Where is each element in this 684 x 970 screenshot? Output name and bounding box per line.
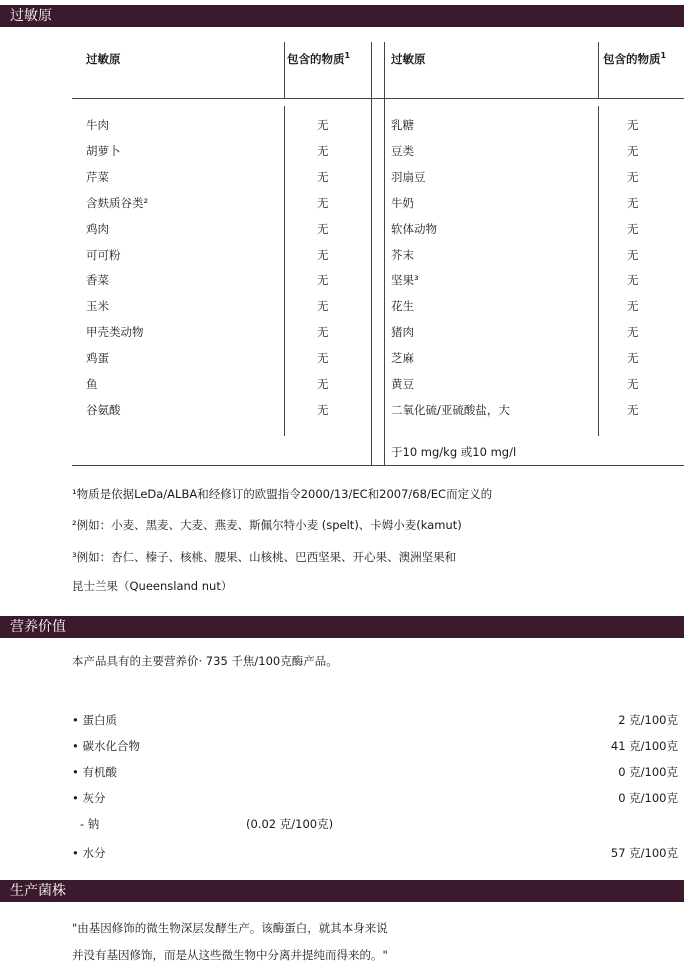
allergen-value: 无 xyxy=(627,273,639,288)
allergen-name: 谷氨酸 xyxy=(86,402,121,417)
allergen-name: 坚果³ xyxy=(391,273,419,288)
allergen-name: 芥末 xyxy=(391,247,414,262)
allergen-value: 无 xyxy=(317,299,329,314)
allergen-value: 无 xyxy=(317,273,329,288)
section-title: 营养价值 xyxy=(10,619,66,635)
col-divider xyxy=(284,42,285,98)
col-divider xyxy=(284,106,285,436)
nutrient-value: 2 克/100克 xyxy=(618,713,678,727)
allergen-name: 可可粉 xyxy=(86,247,121,262)
allergen-name: 花生 xyxy=(391,299,414,314)
nutrition-intro: 本产品具有的主要营养价· 735 千焦/100克酶产品。 xyxy=(72,654,338,668)
allergen-name: 鱼 xyxy=(86,377,98,391)
allergen-name: 含麸质谷类² xyxy=(86,195,149,210)
nutrient-value: 0 克/100克 xyxy=(618,765,678,779)
sodium-label: - 钠 xyxy=(80,817,100,831)
footnote-2: ²例如：小麦、黑麦、大麦、燕麦、斯佩尔特小麦 (spelt)、卡姆小麦(kamut) xyxy=(72,518,462,532)
allergen-value: 无 xyxy=(627,377,639,391)
allergen-value: 无 xyxy=(317,247,329,262)
water-label: • 水分 xyxy=(72,846,106,860)
col-divider xyxy=(598,106,599,436)
col-divider xyxy=(384,42,385,465)
sodium-value: (0.02 克/100克) xyxy=(246,817,334,831)
strain-section-header xyxy=(0,880,684,902)
allergen-value: 无 xyxy=(317,169,329,184)
allergen-name: 鸡肉 xyxy=(86,221,109,236)
allergen-name: 甲壳类动物 xyxy=(86,325,144,340)
nutrient-label: • 蛋白质 xyxy=(72,713,117,727)
water-value: 57 克/100克 xyxy=(610,846,678,860)
allergen-value: 无 xyxy=(627,195,639,210)
allergen-value: 无 xyxy=(627,247,639,262)
header-rule xyxy=(72,98,684,99)
section-title: 过敏原 xyxy=(10,8,52,24)
allergen-name: 牛奶 xyxy=(391,195,414,210)
allergen-value: 无 xyxy=(627,402,639,417)
allergen-name: 羽扇豆 xyxy=(391,169,426,184)
allergen-value: 无 xyxy=(317,351,329,366)
allergen-value: 无 xyxy=(627,143,639,158)
allergen-value: 无 xyxy=(627,351,639,366)
allergen-name: 猪肉 xyxy=(391,325,414,340)
section-title: 生产菌株 xyxy=(10,883,66,899)
allergen-name: 鸡蛋 xyxy=(86,351,109,366)
allergen-value: 无 xyxy=(627,299,639,314)
nutrient-label: • 有机酸 xyxy=(72,765,117,779)
allergen-name: 软体动物 xyxy=(391,221,437,236)
allergen-value: 无 xyxy=(627,118,639,132)
header-allergen-right: 过敏原 xyxy=(391,52,426,66)
allergen-value: 无 xyxy=(317,377,329,391)
allergen-value: 无 xyxy=(317,221,329,236)
allergen-name: 香菜 xyxy=(86,273,109,288)
header-contains-right: 包含的物质$^1$ xyxy=(603,51,667,66)
footnote-3: ³例如：杏仁、榛子、核桃、腰果、山核桃、巴西坚果、开心果、澳洲坚果和 xyxy=(72,550,457,564)
allergen-value: 无 xyxy=(627,169,639,184)
allergen-name: 牛肉 xyxy=(86,118,109,132)
footnote-1: ¹物质是依据LeDa/ALBA和经修订的欧盟指令2000/13/EC和2007/68/EC而定义的 xyxy=(72,487,493,501)
nutrient-value: 41 克/100克 xyxy=(610,739,678,753)
allergen-name: 乳糖 xyxy=(391,118,414,132)
allergen-name: 芝麻 xyxy=(391,351,414,366)
allergen-name: 玉米 xyxy=(86,299,109,314)
header-contains-left: 包含的物质$^1$ xyxy=(287,51,351,66)
allergen-value: 无 xyxy=(317,325,329,340)
allergen-value: 无 xyxy=(317,402,329,417)
nutrition-section-header xyxy=(0,616,684,638)
allergen-value: 无 xyxy=(317,195,329,210)
allergen-name: 芹菜 xyxy=(86,169,109,184)
allergen-value: 无 xyxy=(317,118,329,132)
col-divider xyxy=(598,42,599,98)
footnote-3-continued: 昆士兰果（Queensland nut） xyxy=(72,579,233,593)
col-divider xyxy=(371,42,372,465)
header-allergen-left: 过敏原 xyxy=(86,52,121,66)
allergen-value: 无 xyxy=(627,221,639,236)
allergen-value: 无 xyxy=(317,143,329,158)
nutrient-label: • 碳水化合物 xyxy=(72,739,140,753)
allergen-name: 豆类 xyxy=(391,143,414,158)
allergen-name: 二氧化硫/亚硫酸盐，大 xyxy=(391,402,510,417)
allergens-section-header xyxy=(0,5,684,27)
allergen-name-extra: 于10 mg/kg 或10 mg/l xyxy=(391,445,517,459)
table-bottom-rule xyxy=(72,465,684,466)
allergen-name: 胡萝卜 xyxy=(86,143,121,158)
strain-line-2: 并没有基因修饰，而是从这些微生物中分离并提纯而得来的。" xyxy=(72,948,388,962)
nutrient-value: 0 克/100克 xyxy=(618,791,678,805)
strain-line-1: "由基因修饰的微生物深层发酵生产。该酶蛋白，就其本身来说 xyxy=(72,921,388,935)
allergen-value: 无 xyxy=(627,325,639,340)
nutrient-label: • 灰分 xyxy=(72,791,106,805)
allergen-name: 黄豆 xyxy=(391,377,414,391)
